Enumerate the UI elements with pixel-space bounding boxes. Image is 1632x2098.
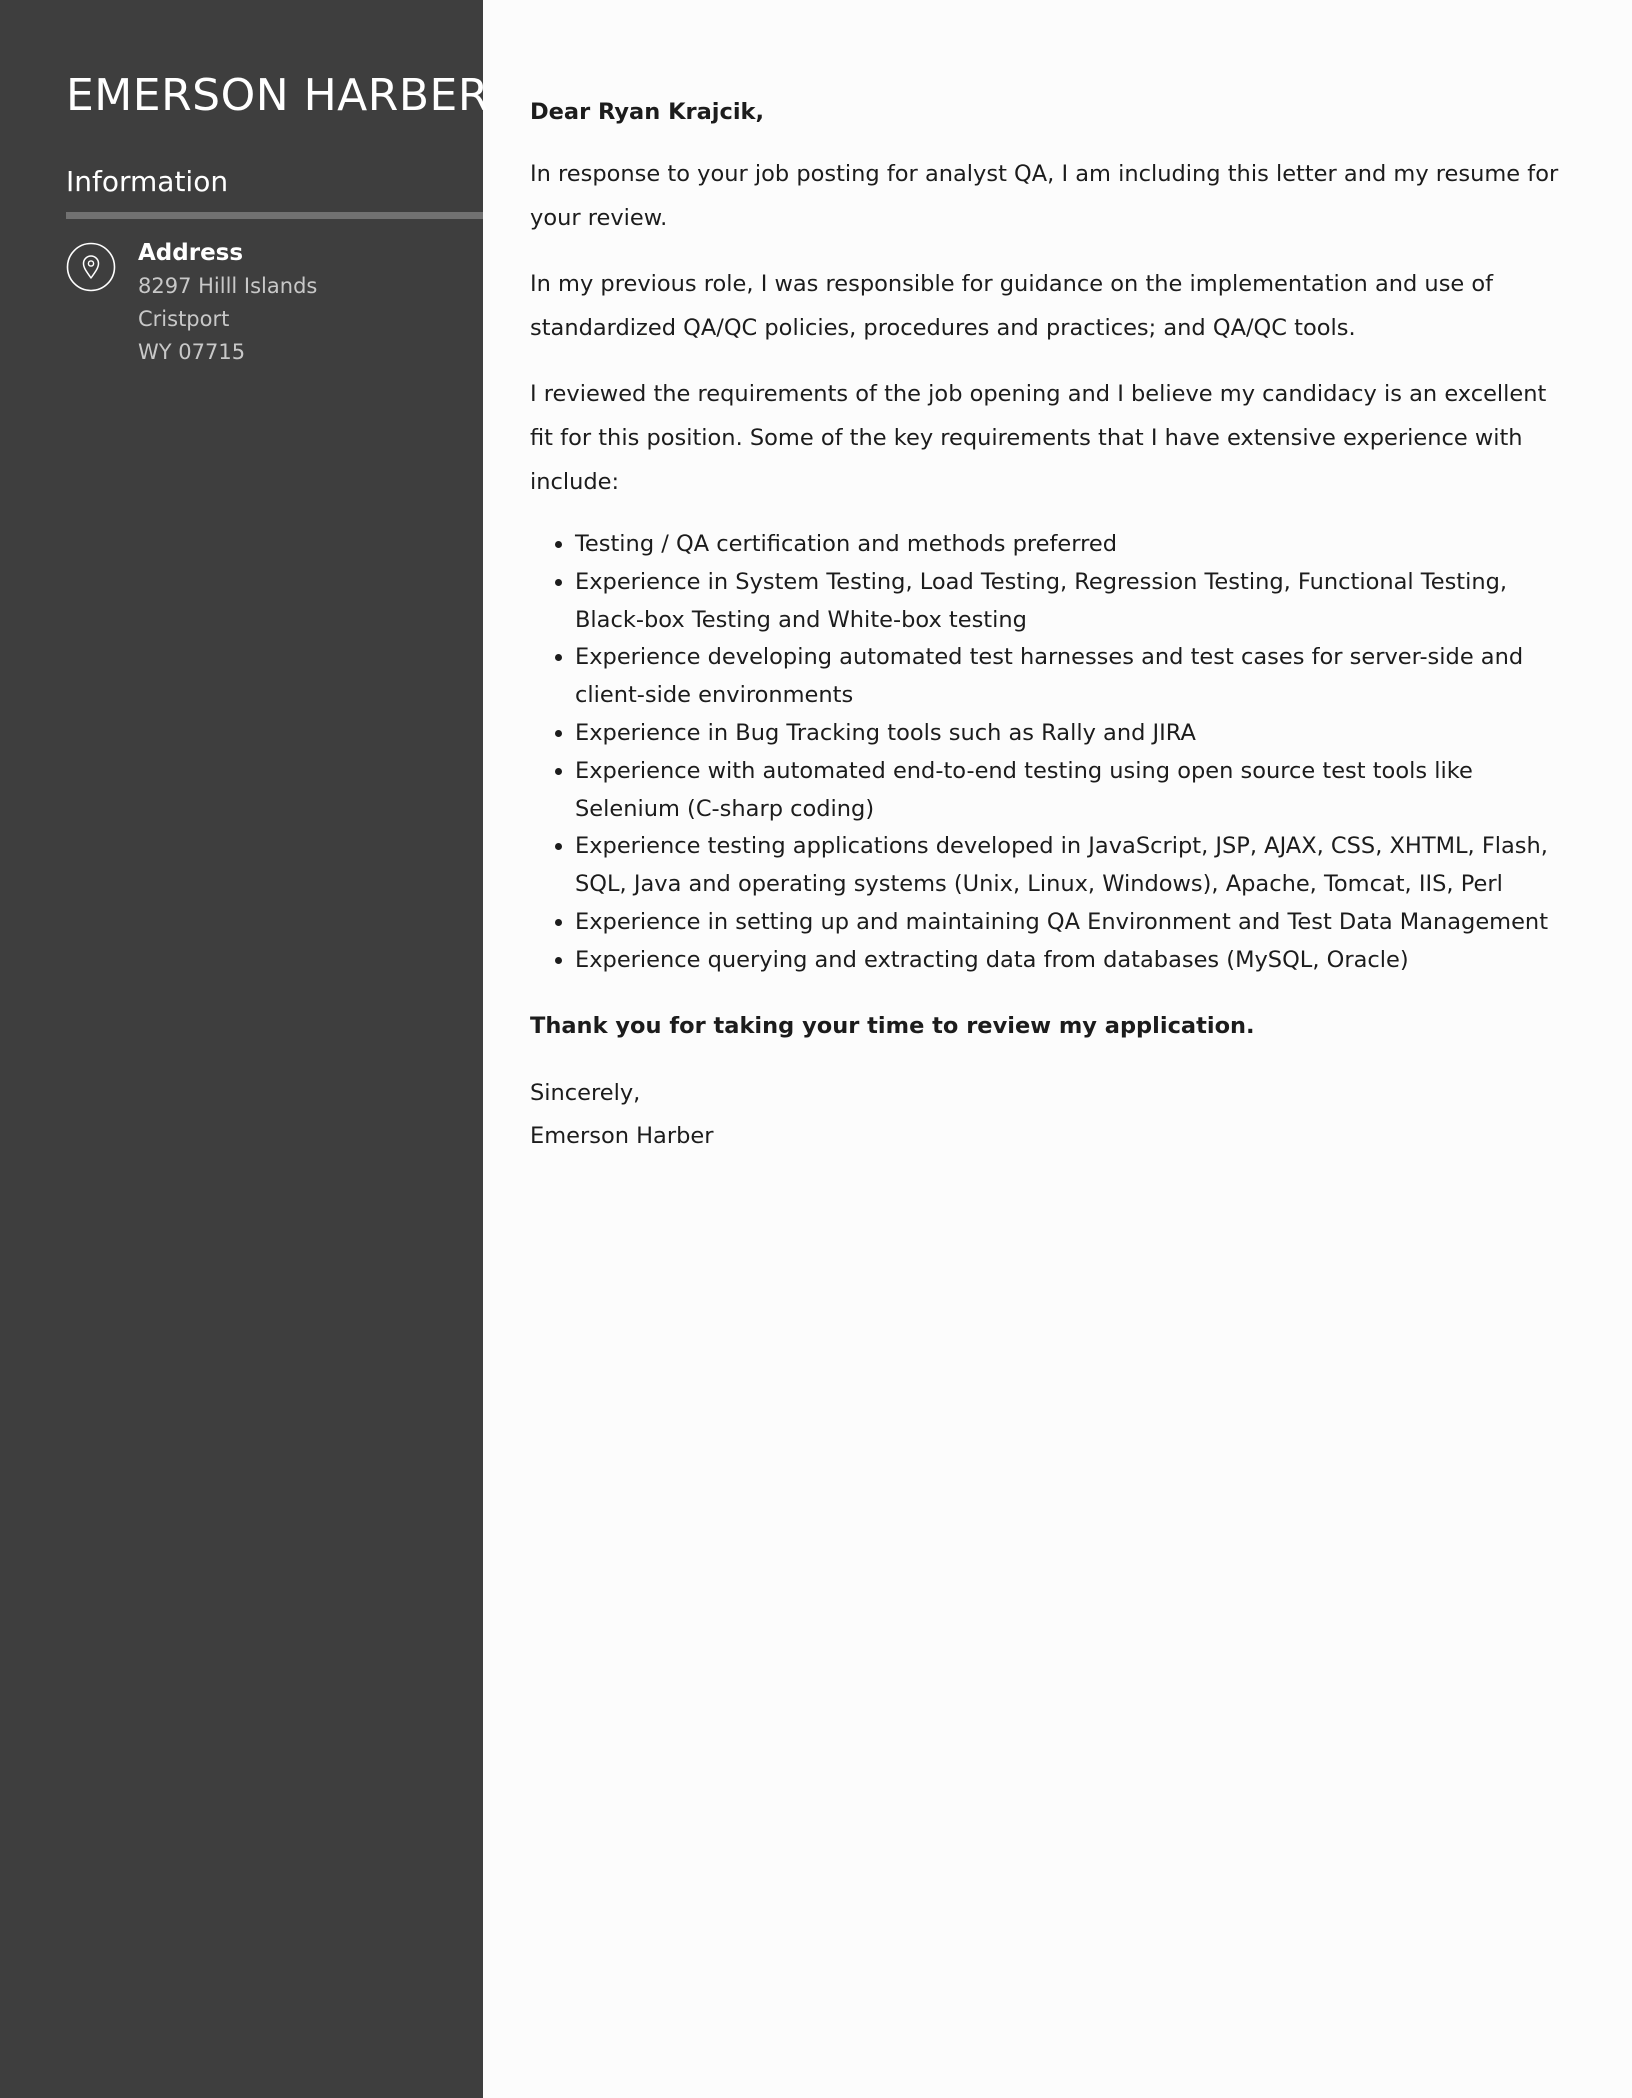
address-state-zip: WY 07715: [138, 340, 246, 364]
salutation: Dear Ryan Krajcik,: [530, 99, 765, 125]
paragraph-requirements-intro: I reviewed the requirements of the job opening and I believe my candidacy is an excellent fit for this position. Some of the key requirements that I have extensive experience with include:: [530, 381, 1547, 495]
paragraph-intro: In response to your job posting for analyst QA, I am including this letter and my resume for your review.: [530, 161, 1559, 231]
closing-line: Thank you for taking your time to review my application.: [530, 1012, 1255, 1039]
paragraph-previous-role: In my previous role, I was responsible for guidance on the implementation and use of standardized QA/QC policies, procedures and practices; and QA/QC tools.: [530, 271, 1494, 341]
address-block: [138, 236, 317, 369]
list-item: • Testing / QA certification and methods preferred: [575, 526, 1560, 564]
list-item: • Experience in System Testing, Load Testing, Regression Testing, Functional Testing, Black-box Testing and White-box testing: [575, 564, 1560, 640]
map-pin-icon: [66, 242, 116, 292]
address-city: Cristport: [138, 307, 230, 331]
list-item: • Experience in setting up and maintaining QA Environment and Test Data Management: [575, 904, 1560, 942]
information-heading: Information: [66, 165, 229, 198]
sign-off: Sincerely,: [530, 1079, 641, 1106]
list-item: • Experience querying and extracting data from databases (MySQL, Oracle): [575, 942, 1560, 980]
list-item: • Experience testing applications developed in JavaScript, JSP, AJAX, CSS, XHTML, Flash, SQL, Java and operating systems (Unix, Linux, Windows), Apache, Tomcat, IIS, Perl: [575, 828, 1560, 904]
letter-body: [530, 92, 1560, 1158]
list-item: • Experience with automated end-to-end testing using open source test tools like Selenium (C-sharp coding): [575, 753, 1560, 829]
sidebar: [0, 0, 489, 2098]
address-label: Address: [138, 240, 244, 266]
signature-name: Emerson Harber: [530, 1122, 714, 1149]
requirements-list: [530, 526, 1560, 980]
list-item: • Experience in Bug Tracking tools such as Rally and JIRA: [575, 715, 1560, 753]
address-street: 8297 Hilll Islands: [138, 274, 318, 298]
applicant-name: EMERSON HARBER: [66, 70, 489, 121]
list-item: • Experience developing automated test harnesses and test cases for server-side and client-side environments: [575, 639, 1560, 715]
section-divider: [66, 212, 483, 219]
